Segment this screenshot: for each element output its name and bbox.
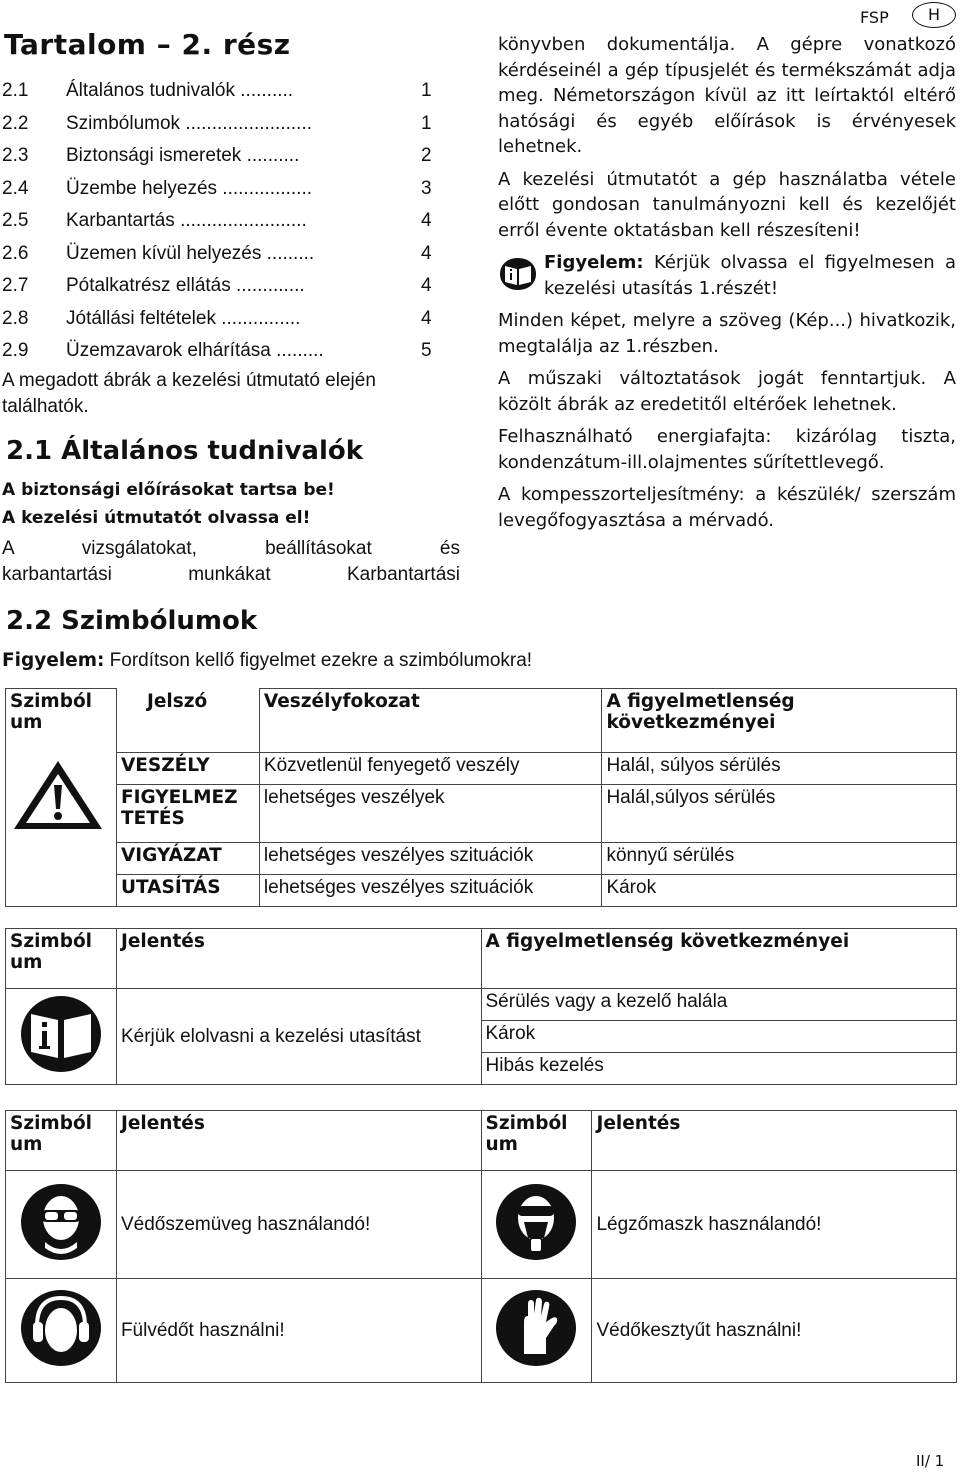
toc-entry-title: Szimbólumok ........................ <box>66 112 313 134</box>
col-header-symbol: Szimból um <box>6 1111 117 1171</box>
hazard-level: lehetséges veszélyes szituációk <box>259 875 602 907</box>
gloves-symbol-cell <box>481 1279 592 1383</box>
toc-note-line-2: találhatók. <box>2 396 89 417</box>
consequence: Hibás kezelés <box>481 1053 957 1085</box>
paragraph-changes: A műszaki változtatások jogát fenntartjuk. A közölt ábrák az eredetitől eltérőek lehetnek. <box>498 368 956 415</box>
read-manual-icon <box>19 994 103 1074</box>
table-row <box>6 1279 957 1383</box>
col-header-symbol: Szimból um <box>6 929 117 989</box>
consequence: Halál,súlyos sérülés <box>602 785 957 843</box>
consequence: Károk <box>481 1021 957 1053</box>
manual-note <box>498 250 956 301</box>
paragraph-training: A kezelési útmutatót a gép használatba vétele előtt gondosan tanulmányozni kell és kezelőjét erről évente oktatásban kell részesíteni! <box>498 168 956 241</box>
consequence: Halál, súlyos sérülés <box>602 753 957 785</box>
toc-entry-page: 4 <box>421 275 432 296</box>
table-row <box>6 753 957 785</box>
toc-entry[interactable] <box>2 340 442 373</box>
consequence: Sérülés vagy a kezelő halála <box>481 989 957 1021</box>
symbols-attention <box>2 650 532 672</box>
paragraph-documentation: könyvben dokumentálja. A gépre vonatkozó kérdéseinél a gép típusjelét és termékszámát adja meg. Németországon kívül az itt leírtaktól eltérő hatósági és egyéb előírások is érvényesek lehetnek. <box>498 34 956 157</box>
toc-entry-number: 2.4 <box>2 177 29 199</box>
col-header-meaning: Jelentés <box>592 1111 957 1171</box>
toc-entry-number: 2.9 <box>2 340 29 361</box>
toc-note-line-1: A megadott ábrák a kezelési útmutató elején <box>2 370 376 391</box>
hazard-level: lehetséges veszélyek <box>259 785 602 843</box>
paragraph-compressor: A kompesszorteljesítmény: a készülék/ szerszám levegőfogyasztása a mérvadó. <box>498 484 956 531</box>
toc-entry-page: 1 <box>421 80 432 101</box>
read-manual-icon <box>498 256 538 292</box>
table-row <box>6 785 957 843</box>
toc-entry-page: 3 <box>421 177 432 199</box>
toc-entry-title: Általános tudnivalók .......... <box>66 80 294 101</box>
manual-symbol-table <box>5 928 957 1085</box>
toc-entry-title: Üzembe helyezés ................. <box>66 177 313 199</box>
toc-entry-number: 2.3 <box>2 145 29 166</box>
table-row <box>6 989 957 1021</box>
right-column <box>498 32 956 540</box>
table-row <box>6 1171 957 1279</box>
toc-entry-page: 4 <box>421 307 432 329</box>
consequence: Károk <box>602 875 957 907</box>
toc-entry-page: 1 <box>421 112 432 134</box>
safety-note-1: A biztonsági előírásokat tartsa be! <box>2 480 335 500</box>
safety-note-2: A kezelési útmutatót olvassa el! <box>2 508 311 528</box>
intro-line-1: A vizsgálatokat, beállításokat és <box>2 538 460 559</box>
toc-entry-page: 4 <box>421 242 432 264</box>
ear-protection-symbol-cell <box>6 1279 117 1383</box>
table-header-row <box>6 689 957 753</box>
respirator-mask-icon <box>494 1182 578 1262</box>
consequence: könnyű sérülés <box>602 843 957 875</box>
signal-word: VIGYÁZAT <box>116 843 259 875</box>
signal-word: VESZÉLY <box>116 753 259 785</box>
toc-entry-page: 2 <box>421 145 432 166</box>
col-header-consequences: A figyelmetlenség következményei <box>481 929 957 989</box>
ppe-symbol-table <box>5 1110 957 1383</box>
toc-entry-title: Jótállási feltételek ............... <box>66 307 301 329</box>
respirator-symbol-cell <box>481 1171 592 1279</box>
toc-entry[interactable] <box>2 243 442 276</box>
section-2-1-heading: 2.1 Általános tudnivalók <box>6 436 364 466</box>
symbol-meaning: Védőkesztyűt használni! <box>592 1279 957 1383</box>
manual-symbol-cell <box>6 989 117 1085</box>
col-header-hazard-level: Veszélyfokozat <box>259 689 602 753</box>
col-header-meaning: Jelentés <box>116 929 481 989</box>
warning-symbol-cell <box>6 753 117 907</box>
page-title: Tartalom – 2. rész <box>4 28 291 61</box>
language-badge: H <box>912 2 956 28</box>
toc-entry-number: 2.1 <box>2 80 29 101</box>
protective-gloves-icon <box>494 1288 578 1368</box>
attention-label: Figyelem: <box>2 650 105 671</box>
toc-entry[interactable] <box>2 210 442 243</box>
toc-entry[interactable] <box>2 145 442 178</box>
table-header-row <box>6 929 957 989</box>
col-header-symbol: Szimból um <box>6 689 117 753</box>
table-row <box>6 843 957 875</box>
toc-entry-title: Üzemen kívül helyezés ......... <box>66 242 315 264</box>
manual-meaning: Kérjük elolvasni a kezelési utasítást <box>116 989 481 1085</box>
symbol-meaning: Légzőmaszk használandó! <box>592 1171 957 1279</box>
toc-entry[interactable] <box>2 178 442 211</box>
signal-words-table <box>5 688 957 907</box>
symbol-meaning: Fülvédőt használni! <box>116 1279 481 1383</box>
hazard-level: Közvetlenül fenyegető veszély <box>259 753 602 785</box>
attention-text: Fordítson kellő figyelmet ezekre a szimbólumokra! <box>104 650 533 671</box>
paragraph-energy: Felhasználható energiafajta: kizárólag tiszta, kondenzátum-ill.olajmentes sűrítettlevegő. <box>498 426 956 473</box>
toc-entry[interactable] <box>2 113 442 146</box>
ear-protection-icon <box>19 1288 103 1368</box>
toc-entry-number: 2.5 <box>2 210 29 231</box>
toc-entry-title: Pótalkatrész ellátás ............. <box>66 275 305 296</box>
table-of-contents <box>2 80 442 373</box>
table-header-row <box>6 1111 957 1171</box>
page-number: II/ 1 <box>916 1452 945 1470</box>
signal-word: FIGYELMEZ TETÉS <box>116 785 259 843</box>
intro-line-2: karbantartási munkákat Karbantartási <box>2 564 460 585</box>
col-header-consequences: A figyelmetlenség következményei <box>602 689 957 753</box>
toc-entry-title: Karbantartás ........................ <box>66 210 307 231</box>
paragraph-images: Minden képet, melyre a szöveg (Kép...) hivatkozik, megtalálja az 1.részben. <box>498 310 956 357</box>
table-row <box>6 875 957 907</box>
manual-note-label: Figyelem: <box>544 252 644 273</box>
toc-entry-title: Üzemzavarok elhárítása ......... <box>66 340 324 361</box>
toc-entry[interactable] <box>2 308 442 341</box>
manual-note-text: Kérjük olvassa el figyelmesen a kezelési utasítás 1.részét! <box>544 252 956 299</box>
warning-triangle-icon <box>10 757 112 833</box>
col-header-symbol: Szimból um <box>481 1111 592 1171</box>
hazard-level: lehetséges veszélyes szituációk <box>259 843 602 875</box>
toc-entry-number: 2.7 <box>2 275 29 296</box>
goggles-symbol-cell <box>6 1171 117 1279</box>
toc-entry-number: 2.2 <box>2 112 29 134</box>
section-2-2-heading: 2.2 Szimbólumok <box>6 606 258 636</box>
safety-goggles-icon <box>19 1182 103 1262</box>
toc-entry-title: Biztonsági ismeretek .......... <box>66 145 300 166</box>
toc-entry-number: 2.8 <box>2 307 29 329</box>
brand-label: FSP <box>860 8 889 27</box>
toc-entry-page: 5 <box>421 340 432 361</box>
toc-entry[interactable] <box>2 80 442 113</box>
col-header-meaning: Jelentés <box>116 1111 481 1171</box>
toc-entry-page: 4 <box>421 210 432 231</box>
col-header-signal-word: Jelszó <box>116 689 259 753</box>
symbol-meaning: Védőszemüveg használandó! <box>116 1171 481 1279</box>
toc-entry[interactable] <box>2 275 442 308</box>
signal-word: UTASÍTÁS <box>116 875 259 907</box>
toc-entry-number: 2.6 <box>2 242 29 264</box>
